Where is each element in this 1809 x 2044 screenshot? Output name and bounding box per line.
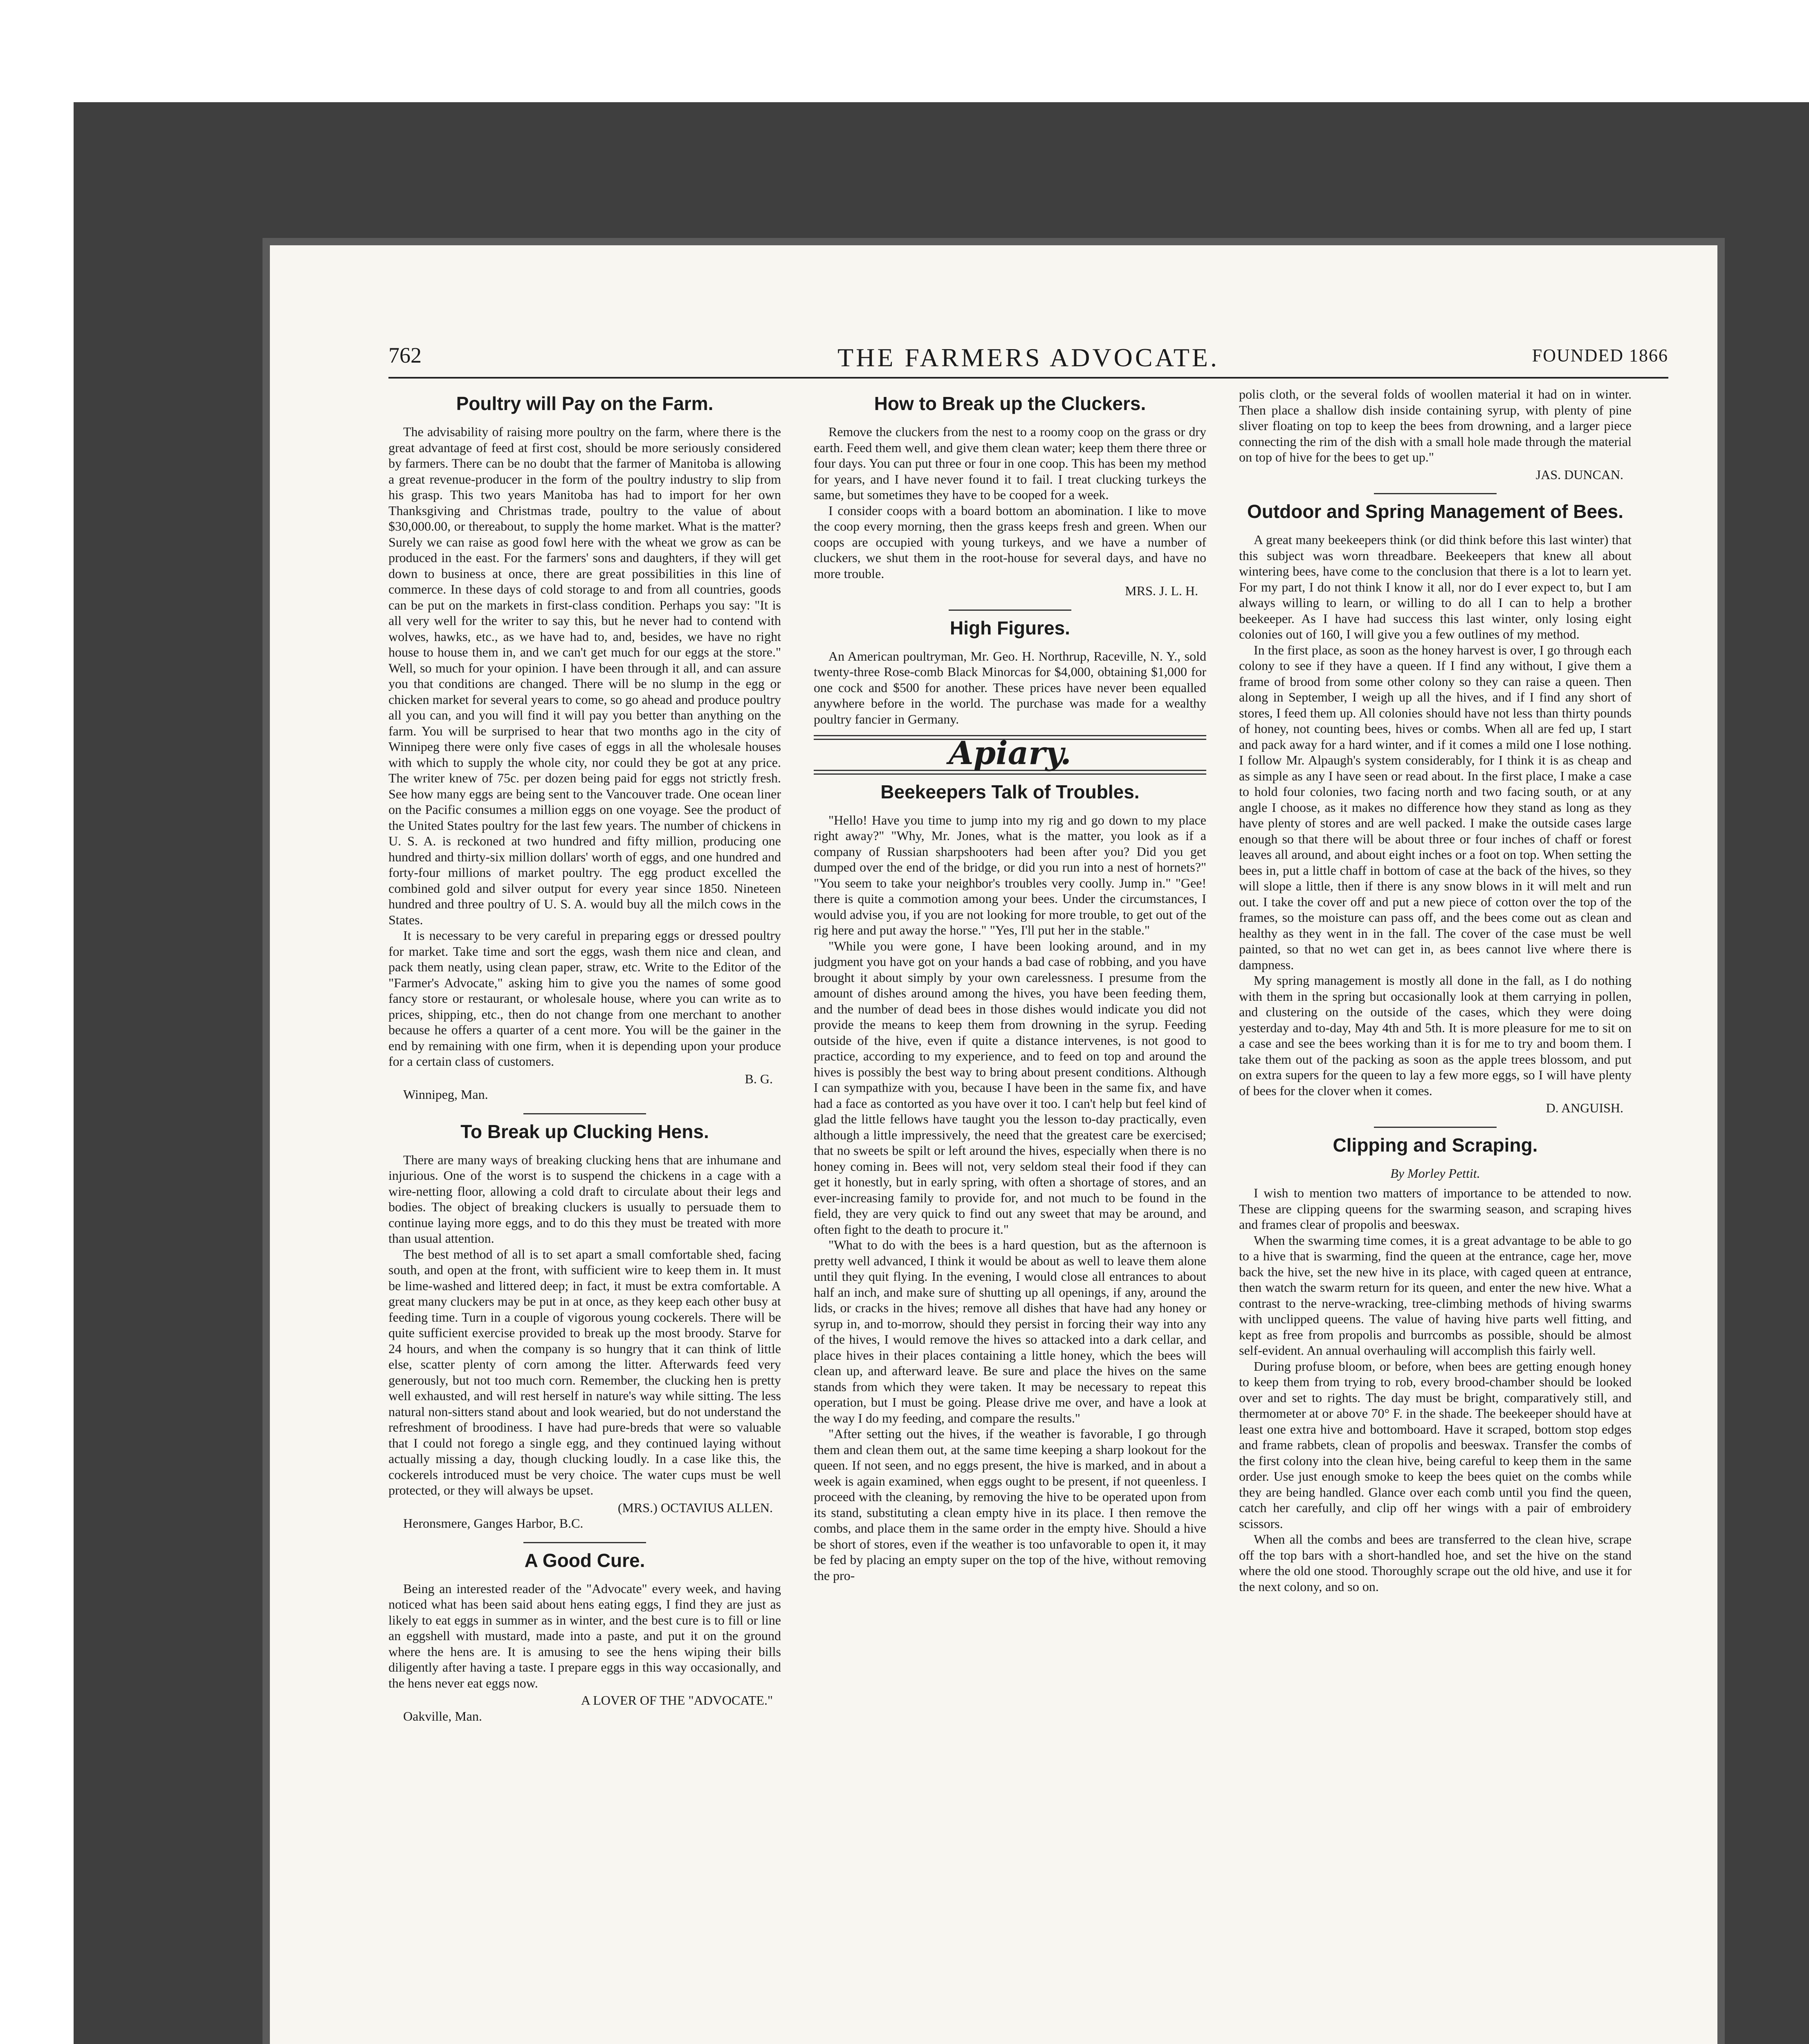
divider xyxy=(949,610,1071,611)
column-1 xyxy=(388,386,781,2044)
article-title-clipping: Clipping and Scraping. xyxy=(1333,1134,1538,1156)
article-title-clucking: To Break up Clucking Hens. xyxy=(460,1121,709,1142)
page-header xyxy=(388,343,1668,375)
column-2 xyxy=(814,386,1206,2044)
signature: (MRS.) OCTAVIUS ALLEN. xyxy=(617,1500,773,1515)
paragraph: My spring management is mostly all done in the fall, as I do nothing with them in the spring but occasionally look at them carrying in pollen, and clustering on the outside of the cases, which they were doing yesterday and to-day, May 4th and 5th. It is more pleasure for me to sit on a case and see the bees working than it is for me to try and boom them. I take them out of the packing as soon as the apple trees blossom, and put on extra supers for the queen to lay a few more eggs, so I will have plenty of bees for the clover when it comes. xyxy=(1239,973,1632,1098)
scan-top-margin xyxy=(0,0,1809,102)
article-title-cure: A Good Cure. xyxy=(524,1549,645,1571)
newspaper-page xyxy=(270,245,1717,2044)
page-number: 762 xyxy=(388,343,422,368)
place-line: Oakville, Man. xyxy=(403,1708,482,1724)
paragraph: The advisability of raising more poultry on the farm, where there is the great advantage of feed at first cost, should be more seriously considered by farmers. There can be no doubt that the farmer of Manitoba is allowing a great revenue-producer in the form of the poultry industry to slip from his grasp. This two years Manitoba has had to import for her own Thanksgiving and Christmas trade, poultry to the value of about $30,000.00, or thereabout, to supply the home market. What is the matter? Surely we can raise as good fowl here with the wheat we grow as can be produced in the east. For the farmers' sons and daughters, if they will get down to business at once, there are great possibilities in this line of commerce. In these days of cold storage to and from all countries, goods can be put on the markets in first-class condition. Perhaps you say: "It is all very well for the writer to say this, but he never had to contend with wolves, hawks, etc., as we have had to, and, besides, we have no right house to house them in, and we can't get much for our eggs at the store." Well, so much for your opinion. I have been through it all, and can assure you that conditions are changed. There will be no slump in the egg or chicken market for several years to come, so go ahead and produce poultry all you can, and you will find it will pay you better than anything on the farm. You will be surprised to hear that two months ago in the city of Winnipeg there were only five cases of eggs in all the wholesale houses with which to supply the whole city, nor could they be got at any price. The writer knew of 75c. per dozen being paid for eggs not strictly fresh. See how many eggs are being sent to the Vancouver trade. One ocean liner on the Pacific consumes a million eggs on one voyage. See the product of the United States poultry for the last few years. The number of chickens in U. S. A. is reckoned at two hundred and fifty million, producing one hundred and thirty-six million dollars' worth of eggs, and one hundred and forty-four millions of market poultry. The egg product excelled the combined gold and silver output for every year since 1850. Nineteen hundred and three poultry of U. S. A. would buy all the milch cows in the States. xyxy=(388,424,781,927)
signature: A LOVER OF THE "ADVOCATE." xyxy=(581,1693,773,1708)
paragraph: Remove the cluckers from the nest to a roomy coop on the grass or dry earth. Feed them well, and give them clean water; keep them there three or four days. You can put three or four in one coop. This has been my method for years, and I have never found it to fail. I treat clucking turkeys the same, but sometimes they have to be cooped for a week. xyxy=(814,424,1206,502)
paragraph: There are many ways of breaking clucking hens that are inhumane and injurious. One of the worst is to suspend the chickens in a cage with a wire-netting floor, allowing a cold draft to circulate about their legs and bodies. The object of breaking cluckers is usually to persuade them to continue laying more eggs, and to do this they must be treated with more than usual attention. xyxy=(388,1152,781,1246)
divider xyxy=(523,1542,646,1543)
column-3 xyxy=(1239,386,1632,2044)
paragraph: A great many beekeepers think (or did think before this last winter) that this subject was worn threadbare. Beekeepers that knew all about wintering bees, have come to the conclusion that there is a lot to learn yet. For my part, I do not think I know it all, nor do I ever expect to, but I am always willing to learn, or willing to do all I can to help a brother beekeeper. As I have had success this last winter, only losing eight colonies out of 160, I will give you a few outlines of my method. xyxy=(1239,532,1632,641)
place-line: Winnipeg, Man. xyxy=(403,1087,488,1102)
divider xyxy=(1374,493,1497,494)
paragraph: During profuse bloom, or before, when bees are getting enough honey to keep them from trying to rob, every brood-chamber should be looked over and set to rights. The day must be bright, comparatively still, and thermometer at or above 70° F. in the shade. The beekeeper should have at least one extra hive and bottomboard. Have it scraped, bottom stop edges and frame rabbets, clean of propolis and beeswax. Transfer the combs of the first colony into the clean hive, being careful to keep them in the same order. Use just enough smoke to keep the bees quiet on the combs while they are being handled. Glance over each comb until you find the queen, catch her carefully, and clip off her wings with a pair of embroidery scissors. xyxy=(1239,1358,1632,1531)
signature: B. G. xyxy=(745,1071,773,1086)
signature: JAS. DUNCAN. xyxy=(1535,467,1623,482)
signature: MRS. J. L. H. xyxy=(1125,583,1198,598)
article-title-poultry: Poultry will Pay on the Farm. xyxy=(456,393,714,414)
paragraph: When all the combs and bees are transferred to the clean hive, scrape off the top bars with a short-handled hoe, and set the hive on the stand where the old one stood. Thoroughly scrape out the old hive, and use it for the next colony, and so on. xyxy=(1239,1532,1632,1594)
divider xyxy=(1374,1127,1497,1128)
signature: D. ANGUISH. xyxy=(1546,1100,1623,1115)
masthead: THE FARMERS ADVOCATE. xyxy=(837,343,1219,372)
place-line: Heronsmere, Ganges Harbor, B.C. xyxy=(403,1516,584,1531)
paragraph: Being an interested reader of the "Advocate" every week, and having noticed what has been said about hens eating eggs, I find they are just as likely to eat eggs in summer as in winter, and the best cure is to fill or line an eggshell with mustard, made into a paste, and put it on the ground where the hens are. It is amusing to see the hens wiping their bills diligently after having a taste. I prepare eggs in this way occasionally, and the hens never eat eggs now. xyxy=(388,1581,781,1690)
paragraph: An American poultryman, Mr. Geo. H. Northrup, Raceville, N. Y., sold twenty-three Rose-comb Black Minorcas for $4,000, obtaining $1,000 for one cock and $500 for another. These prices have never been equalled anywhere before in the world. The purchase was made for a wealthy poultry fancier in Germany. xyxy=(814,648,1206,726)
founded-line: FOUNDED 1866 xyxy=(1532,345,1668,365)
article-title-cluckers: How to Break up the Cluckers. xyxy=(874,393,1146,414)
paragraph: It is necessary to be very careful in preparing eggs or dressed poultry for market. Take time and sort the eggs, wash them nice and clean, and pack them neatly, using clean paper, straw, etc. Write to the Editor of the "Farmer's Advocate," asking him to give you the names of some good fancy store or restaurant, or wholesale house, where you can write as to prices, shipping, etc., then do not change from one merchant to another because he offers a quarter of a cent more. You will be the gainer in the end by remaining with one firm, when it is depending upon your produce for a certain class of customers. xyxy=(388,928,781,1069)
paragraph: "After setting out the hives, if the weather is favorable, I go through them and clean them out, at the same time keeping a sharp lookout for the queen. If not seen, and no eggs present, the hive is marked, and in about a week is again examined, when eggs ought to be present, if not queenless. I proceed with the cleaning, by removing the hive to be operated upon from its stand, substituting a clean empty hive in its place. I then remove the combs, and place them in the same order in the empty hive. Should a hive be short of stores, even if the weather is too unfavorable to open it, it may be fed by placing an empty super on the top of the hive, without removing the pro- xyxy=(814,1426,1206,1583)
paragraph: The best method of all is to set apart a small comfortable shed, facing south, and open at the front, with sufficient wire to keep them in. It must be lime-washed and littered deep; in fact, it must be extra comfortable. A great many cluckers may be put in at once, as they keep each other busy at feeding time. Turn in a couple of vigorous young cockerels. There will be quite sufficient exercise provided to break up the most broody. Starve for 24 hours, and when the company is so hungry that it can think of little else, scatter plenty of corn among the litter. Afterwards feed very generously, but not too much corn. Remember, the clucking hen is pretty well exhausted, and will rest herself in nature's way while sitting. The less natural non-sitters stand about and look wearied, but do not understand the refreshment of broodiness. I have had pure-breds that were so valuable that I could not forego a single egg, and they continued laying without actually missing a day, though clucking loudly. In a case like this, the cockerels introduced must be very choice. The water cups must be well protected, or they will always be upset. xyxy=(388,1246,781,1497)
article-title-figures: High Figures. xyxy=(950,617,1070,639)
paragraph: "Hello! Have you time to jump into my rig and go down to my place right away?" "Why, Mr. Jones, what is the matter, you look as if a company of Russian sharpshooters had been after you? Did you get dumped over the end of the bridge, or did you run into a nest of hornets?" "You seem to take your neighbor's troubles very coolly. Jump in." "Gee! there is quite a commotion among your bees. Under the circumstances, I would advise you, if you are not looking for more trouble, to get out of the rig here and put away the horse." "Yes, I'll put her in the stable." xyxy=(814,812,1206,937)
paragraph: When the swarming time comes, it is a great advantage to be able to go to a hive that is swarming, find the queen at the entrance, cage her, move back the hive, set the new hive in its place, with caged queen at entrance, then watch the swarm return for its queen, and enter the new hive. What a contrast to the nerve-wracking, tree-climbing methods of hiving swarms with unclipped queens. The value of having hive parts well fitting, and kept as free from propolis and burrcombs as possible, should be almost self-evident. An annual overhauling will accomplish this fairly well. xyxy=(1239,1233,1632,1358)
article-title-outdoor: Outdoor and Spring Management of Bees. xyxy=(1247,501,1624,522)
department-heading: Apiary. xyxy=(949,735,1071,772)
header-rule xyxy=(388,377,1668,379)
divider xyxy=(523,1113,646,1114)
paragraph: In the first place, as soon as the honey harvest is over, I go through each colony to see if they have a queen. If I find any without, I give them a frame of brood from some other colony so they can raise a queen. Then along in September, I weigh up all the hives, and if I find any short of stores, I feed them up. All colonies should have not less than thirty pounds of honey, not counting bees, hives or combs. When all are fed up, I start and pack away for a hard winter, and if it comes a mild one I lose nothing. I follow Mr. Alpaugh's system considerably, for I think it is as cheap and as simple as any I have seen or read about. In the first place, I make a case to hold four colonies, two facing north and two facing south, or at any angle I choose, as it makes no difference how they stand as long as they have plenty of stores and are well packed. I make the outside cases large enough so that there will be about three or four inches of chaff or forest leaves all around, and about eight inches or a foot on top. When setting the bees in, put a little chaff in bottom of case at the back of the hives, so they will slope a little, then if there is any snow blows in it will melt and run out. I take the cover off and put a new piece of cotton over the top of the frames, so the moisture can pass off, and the bees come out as clean and healthy as they went in in the fall. The cover of the case must be well painted, so that no wet can get in, as bees cannot live where there is dampness. xyxy=(1239,642,1632,972)
paragraph-continued: polis cloth, or the several folds of woollen material it had on in winter. Then place a shallow dish inside containing syrup, with plenty of pine sliver floating on top to keep the bees from drowning, and a larger piece connecting the rim of the dish with a small hole made through the material on top of hive for the bees to get up." xyxy=(1239,387,1632,464)
paragraph: I wish to mention two matters of importance to be attended to now. These are clipping queens for the swarming season, and scraping hives and frames clear of propolis and beeswax. xyxy=(1239,1186,1632,1232)
byline: By Morley Pettit. xyxy=(1390,1165,1480,1181)
paragraph: "While you were gone, I have been looking around, and in my judgment you have got on your hands a bad case of robbing, and you have brought it about simply by your own carelessness. I presume from the amount of dishes around among the hives, you have been feeding them, and the number of dead bees in those dishes would indicate you did not provide the means to keep them from drowning in the syrup. Feeding outside of the hive, even if quite a distance intervenes, is not good to practice, according to my experience, and to feed on top and around the hives is possibly the best way to bring about present conditions. Although I can sympathize with you, because I have been in the same fix, and have had a face as contorted as you have over it too. I can't help but feel kind of glad the little fellows have taught you the lesson to-day practically, even although a little impressively, the need that the greatest care be exercised; that no sweets be spilt or left around the hives, especially when there is no honey coming in. Bees will not, very seldom steal their food if they can get it honestly, but in early spring, with often a shortage of stores, and an ever-increasing family to provide for, and not much to be found in the field, they are very quick to find out any sweet that may be around, and often fight to the death to procure it." xyxy=(814,938,1206,1237)
article-title-troubles: Beekeepers Talk of Troubles. xyxy=(880,781,1140,802)
paragraph: I consider coops with a board bottom an abomination. I like to move the coop every morning, then the grass keeps fresh and green. When our coops are occupied with young turkeys, and we have a number of cluckers, we shut them in the root-house for several days, and have no more trouble. xyxy=(814,503,1206,581)
paragraph: "What to do with the bees is a hard question, but as the afternoon is pretty well advanced, I think it would be about as well to leave them alone until they quit flying. In the evening, I would close all entrances to about half an inch, and make sure of shutting up all openings, if any, around the lids, or cracks in the hives; remove all dishes that have had any honey or syrup in, and to-morrow, should they persist in forcing their way into any of the hives, I would remove the hives so attacked into a dark cellar, and place hives in their places containing a little honey, which the bees will clean up, and afterward leave. Be sure and place the hives on the same stands from which they were taken. It may be necessary to repeat this operation, but I must be going. Please drive me over, and have a look at the way I do my feeding, and compare the results." xyxy=(814,1237,1206,1425)
